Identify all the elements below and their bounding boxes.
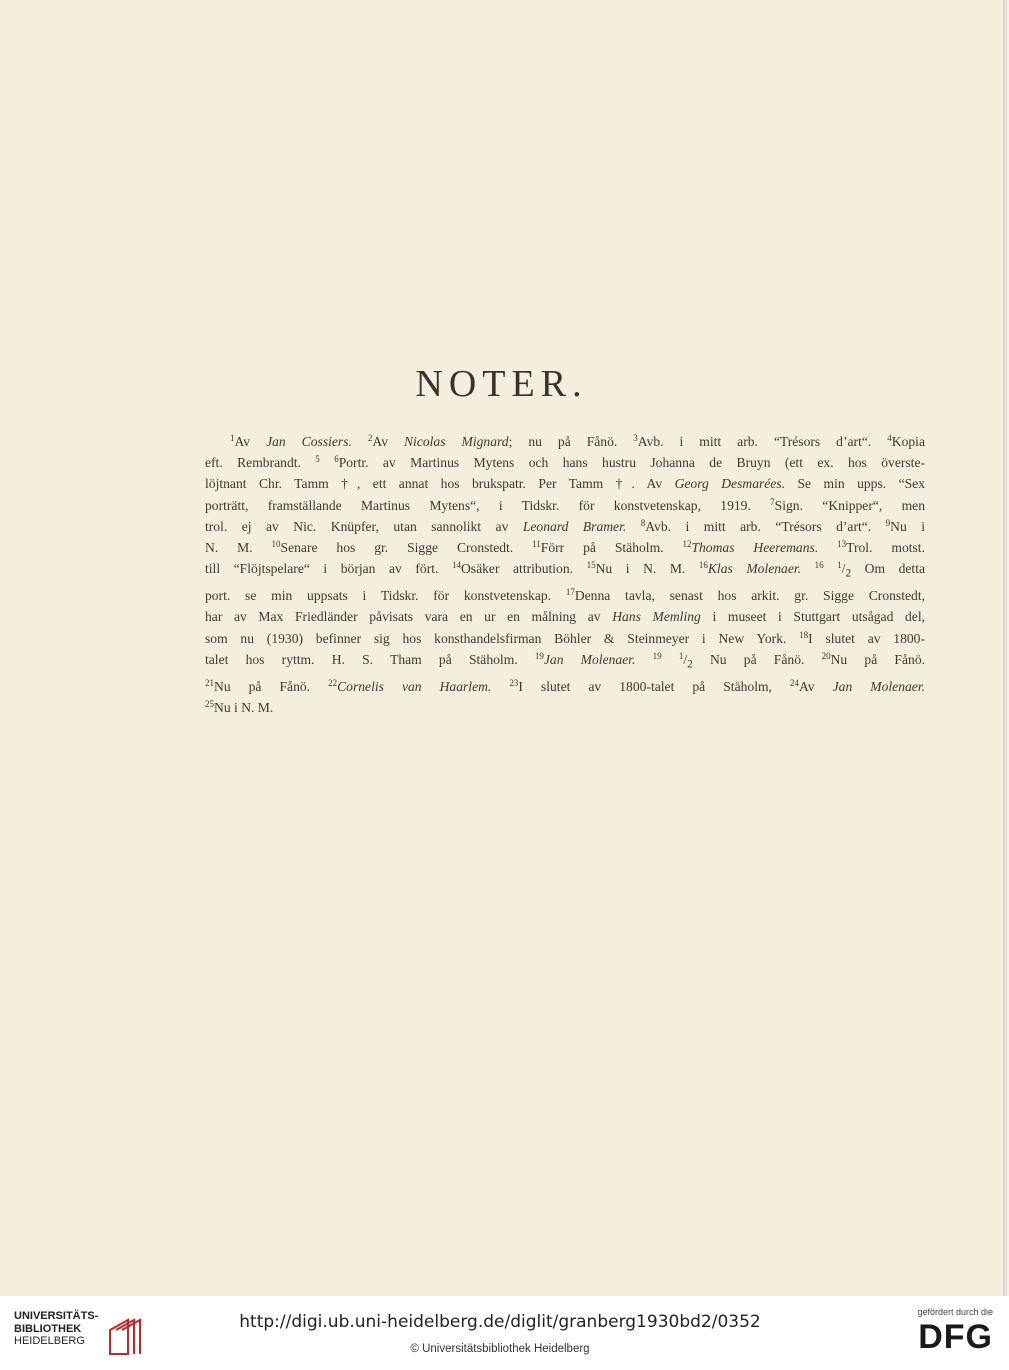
page-title: NOTER. bbox=[415, 363, 588, 405]
notes-line: löjtnant Chr. Tamm †, ett annat hos brukspatr. Per Tamm †. Av Georg Desmarées. Se min upps. “Sex bbox=[205, 476, 925, 492]
notes-line: $^{25}$Nu i N. M. bbox=[205, 698, 274, 715]
notes-line: port. se min uppsats i Tidskr. för konstvetenskap. $^{17}$Denna tavla, senast hos arkit. gr. Sigge Cronstedt, bbox=[205, 587, 925, 604]
notes-line: talet hos ryttm. H. S. Tham på Stäholm. $^{19}$Jan Molenaer. $^{19}$ $^1/_2$ Nu på Fånö. $^{20}$Nu på Fånö. bbox=[205, 650, 926, 671]
notes-line: eft. Rembrandt. $^5$ $^6$Portr. av Martinus Mytens och hans hustru Johanna de Bruyn (ett ex. hos överste- bbox=[205, 454, 926, 471]
copyright-notice: © Universitätsbibliothek Heidelberg bbox=[410, 1343, 590, 1355]
library-name-line2: BIBLIOTHEK bbox=[14, 1322, 82, 1335]
notes-line: $^{21}$Nu på Fånö. $^{22}$Cornelis van Haarlem. $^{23}$I slutet av 1800-talet på Stäholm, $^{24}$Av Jan Molenaer. bbox=[205, 677, 926, 694]
library-name-line1: UNIVERSITÄTS- bbox=[14, 1310, 99, 1322]
permalink-url[interactable]: http://digi.ub.uni-heidelberg.de/diglit/granberg1930bd2/0352 bbox=[239, 1312, 761, 1332]
notes-line: trol. ej av Nic. Knüpfer, utan sannolikt av Leonard Bramer. $^8$Avb. i mitt arb. “Trésors d’art“. $^9$Nu i bbox=[205, 517, 926, 534]
notes-line: porträtt, framställande Martinus Mytens“, i Tidskr. för konstvetenskap, 1919. $^7$Sign. “Knipper“, men bbox=[205, 496, 926, 513]
notes-line: till “Flöjtspelare“ i början av fört. $^{14}$Osäker attribution. $^{15}$Nu i N. M. $^{16}$Klas Molenaer. $^{16}$ $^1/_2$ Om detta bbox=[205, 560, 926, 580]
notes-line: har av Max Friedländer påvisats vara en ur en målning av Hans Memling i museet i Stuttgart utsågad del, bbox=[205, 609, 925, 625]
funder-block bbox=[893, 1307, 993, 1355]
page-edge bbox=[1003, 0, 1009, 1296]
notes-line: som nu (1930) befinner sig hos konsthandelsfirman Böhler & Steinmeyer i New York. $^{18}$I slutet av 1800- bbox=[205, 629, 926, 646]
dfg-wordmark-icon[interactable]: DFG bbox=[918, 1318, 993, 1356]
notes-line: $^1$Av Jan Cossiers. $^2$Av Nicolas Mignard; nu på Fånö. $^3$Avb. i mitt arb. “Trésors d’art“. $^4$Kopia bbox=[230, 433, 925, 449]
footer-bar bbox=[0, 1296, 1009, 1370]
funder-label: gefördert durch die bbox=[917, 1307, 993, 1317]
notes-paragraph bbox=[205, 431, 925, 718]
library-name-line3: HEIDELBERG bbox=[14, 1335, 85, 1347]
notes-line: N. M. $^{10}$Senare hos gr. Sigge Cronstedt. $^{11}$Förr på Stäholm. $^{12}$Thomas Heeremans. $^{13}$Trol. motst. bbox=[205, 539, 925, 556]
